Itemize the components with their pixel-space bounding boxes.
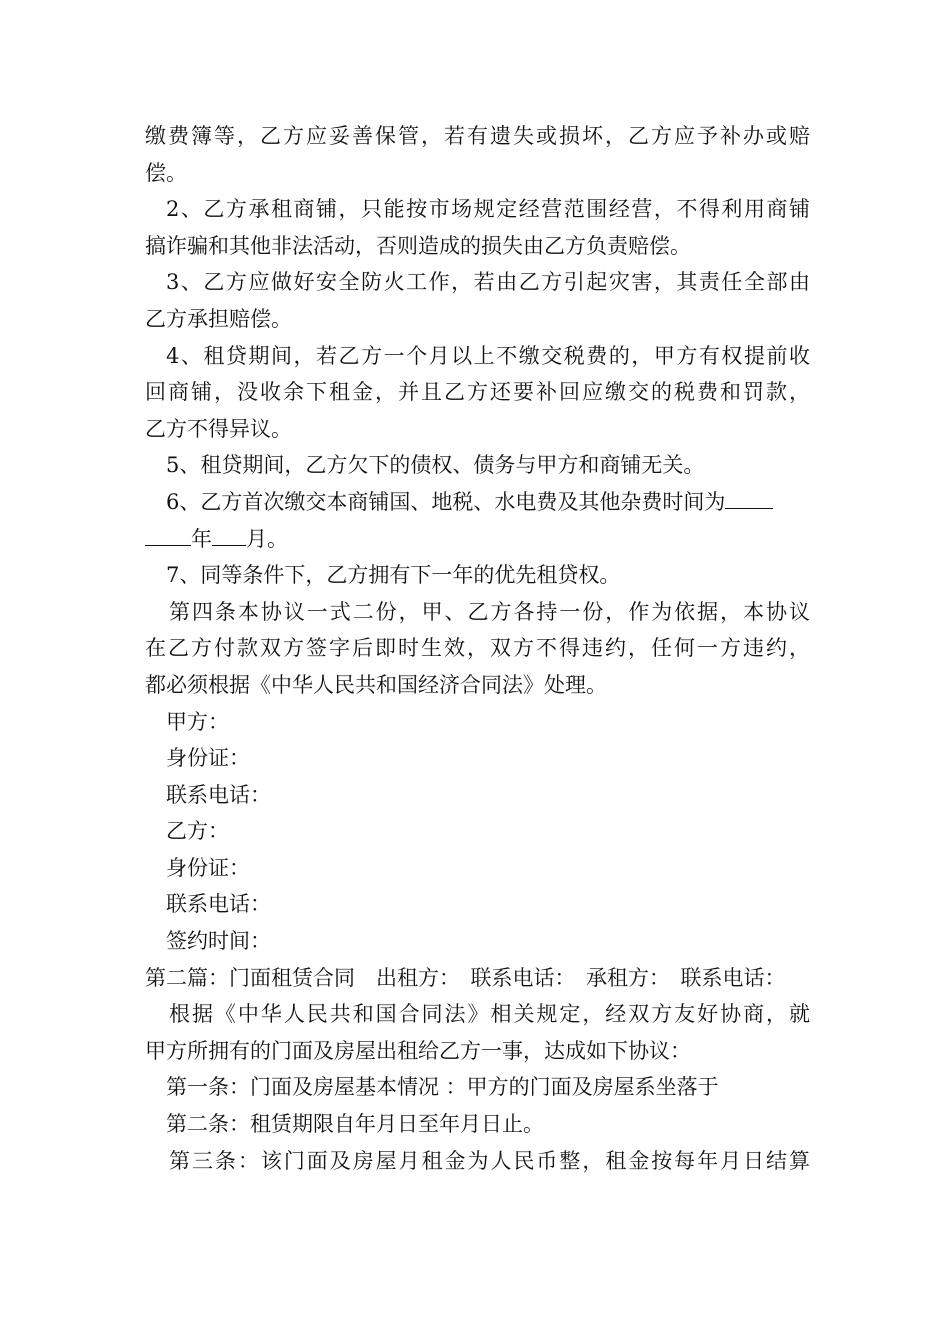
paragraph-line: 缴费簿等，乙方应妥善保管，若有遗失或损坏，乙方应予补办或赔 xyxy=(145,124,810,148)
paragraph-line: 在乙方付款双方签字后即时生效，双方不得违约，任何一方违约， xyxy=(145,636,810,661)
blank-underline xyxy=(212,522,246,545)
clause-7-line: 7、同等条件下，乙方拥有下一年的优先租贷权。 xyxy=(166,563,621,588)
section-heading: 第二篇：门面租赁合同 出租方： 联系电话： 承租方： 联系电话： xyxy=(145,965,786,990)
paragraph-line: 偿。 xyxy=(145,160,187,185)
clause-2-line: 2、乙方承租商铺，只能按市场规定经营范围经营，不得利用商铺 xyxy=(166,197,810,222)
phone-label: 联系电话： xyxy=(166,782,271,807)
month-text: 月。 xyxy=(246,526,288,551)
paragraph-line: 回商铺，没收余下租金，并且乙方还要补回应缴交的税费和罚款， xyxy=(145,380,810,405)
document-page xyxy=(145,118,810,1179)
blank-underline xyxy=(725,486,773,509)
signing-time-label: 签约时间： xyxy=(166,929,271,954)
party-b-label: 乙方： xyxy=(166,819,229,844)
paragraph-line: 甲方所拥有的门面及房屋出租给乙方一事，达成如下协议： xyxy=(145,1038,691,1063)
clause-3-line: 3、乙方应做好安全防火工作，若由乙方引起灾害，其责任全部由 xyxy=(166,270,810,295)
clause-5-line: 5、租贷期间，乙方欠下的债权、债务与甲方和商铺无关。 xyxy=(166,453,705,478)
phone-label: 联系电话： xyxy=(166,892,271,917)
id-card-label: 身份证： xyxy=(166,746,250,771)
paragraph-line xyxy=(145,521,810,558)
id-card-label: 身份证： xyxy=(166,855,250,880)
article-3-line: 第三条：该门面及房屋月租金为人民币整，租金按每年月日结算 xyxy=(169,1148,810,1173)
party-a-label: 甲方： xyxy=(166,709,229,734)
clause-6-line xyxy=(145,484,810,521)
article-2-line: 第二条：租赁期限自年月日至年月日止。 xyxy=(166,1112,544,1137)
year-text: 年 xyxy=(191,526,212,551)
paragraph-line: 乙方不得异议。 xyxy=(145,416,292,441)
paragraph-line: 根据《中华人民共和国合同法》相关规定，经双方友好协商，就 xyxy=(169,1002,810,1027)
article-1-line: 第一条：门面及房屋基本情况 ：甲方的门面及房屋系坐落于 xyxy=(166,1075,719,1100)
paragraph-line: 都必须根据《中华人民共和国经济合同法》处理。 xyxy=(145,672,607,697)
clause-6-text: 6、乙方首次缴交本商铺国、地税、水电费及其他杂费时间为 xyxy=(166,489,726,514)
clause-4-line: 4、租贷期间，若乙方一个月以上不缴交税费的，甲方有权提前收 xyxy=(166,343,810,368)
blank-underline xyxy=(145,522,191,545)
paragraph-line: 乙方承担赔偿。 xyxy=(145,306,292,331)
article-4-line: 第四条本协议一式二份，甲、乙方各持一份，作为依据，本协议 xyxy=(169,599,810,624)
paragraph-line: 搞诈骗和其他非法活动，否则造成的损失由乙方负责赔偿。 xyxy=(145,233,691,258)
